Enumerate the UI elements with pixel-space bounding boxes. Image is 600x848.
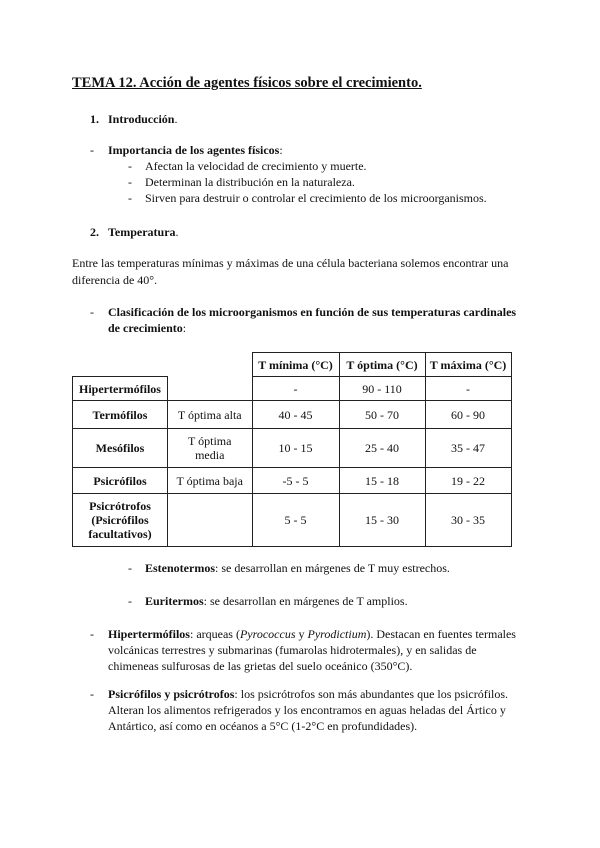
bullet-dash: -	[128, 191, 132, 205]
paragraph-line: chimeneas sulfurosas de las grietas del suelo oceánico (350°C).	[108, 659, 413, 673]
cell-min: -5 - 5	[252, 468, 339, 494]
psicrofilos-item: Psicrófilos y psicrótrofos: los psicrótrofos son más abundantes que los psicrófilos.	[108, 687, 509, 701]
table-row	[73, 494, 512, 547]
bullet-dash: -	[128, 594, 132, 608]
bullet-dash: -	[128, 159, 132, 173]
bullet-dash: -	[90, 143, 94, 157]
table-header-row	[73, 353, 512, 377]
row-name: Mesófilos	[73, 429, 168, 468]
estenotermos-item: Estenotermos: se desarrollan en márgenes de T muy estrechos.	[145, 561, 450, 575]
cell-min: 5 - 5	[252, 494, 339, 547]
list-item: Afectan la velocidad de crecimiento y muerte.	[145, 159, 367, 173]
hipertermofilos-item: Hipertermófilos: arqueas (Pyrococcus y Pyrodictium). Destacan en fuentes termales	[108, 627, 516, 641]
cell-min: -	[252, 377, 339, 401]
row-note: T óptima alta	[168, 401, 253, 429]
cell-max: 30 - 35	[425, 494, 511, 547]
row-note	[168, 377, 253, 401]
cell-opt: 15 - 30	[339, 494, 425, 547]
importancia-heading: Importancia de los agentes físicos:	[108, 143, 283, 157]
cell-opt: 25 - 40	[339, 429, 425, 468]
row-note: T óptima media	[168, 429, 253, 468]
paragraph-line: diferencia de 40°.	[72, 273, 158, 287]
paragraph-line: Entre las temperaturas mínimas y máximas de una célula bacteriana solemos encontrar una	[72, 256, 509, 270]
paragraph-line: Alteran los alimentos refrigerados y los encontramos en aguas heladas del Ártico y	[108, 703, 506, 717]
cell-opt: 15 - 18	[339, 468, 425, 494]
temperature-table	[72, 352, 512, 547]
section-number: 1.	[90, 112, 99, 126]
list-item: Sirven para destruir o controlar el crecimiento de los microorganismos.	[145, 191, 487, 205]
clasificacion-heading: Clasificación de los microorganismos en función de sus temperaturas cardinales	[108, 305, 517, 319]
bullet-dash: -	[90, 687, 94, 701]
row-name: Psicrófilos	[73, 468, 168, 494]
section-heading-introduccion: Introducción.	[108, 112, 178, 126]
row-note: T óptima baja	[168, 468, 253, 494]
row-name: Psicrótrofos (Psicrófilos facultativos)	[73, 494, 168, 547]
cell-max: -	[425, 377, 511, 401]
bullet-dash: -	[128, 561, 132, 575]
section-heading-temperatura: Temperatura.	[108, 225, 179, 239]
document-title: TEMA 12. Acción de agentes físicos sobre el crecimiento.	[72, 75, 422, 91]
bullet-dash: -	[128, 175, 132, 189]
list-item: Determinan la distribución en la naturaleza.	[145, 175, 355, 189]
cell-opt: 90 - 110	[339, 377, 425, 401]
header-tmin: T mínima (°C)	[252, 353, 339, 377]
cell-opt: 50 - 70	[339, 401, 425, 429]
paragraph-line: volcánicas terrestres y submarinas (fumarolas hidrotermales), y en salidas de	[108, 643, 477, 657]
table-row	[73, 429, 512, 468]
header-topt: T óptima (°C)	[339, 353, 425, 377]
bullet-dash: -	[90, 305, 94, 319]
cell-max: 35 - 47	[425, 429, 511, 468]
table-row	[73, 468, 512, 494]
header-tmax: T máxima (°C)	[425, 353, 511, 377]
table-row	[73, 377, 512, 401]
cell-min: 10 - 15	[252, 429, 339, 468]
row-note	[168, 494, 253, 547]
cell-max: 19 - 22	[425, 468, 511, 494]
bullet-dash: -	[90, 627, 94, 641]
section-number: 2.	[90, 225, 99, 239]
clasificacion-heading-cont: de crecimiento:	[108, 321, 187, 335]
cell-min: 40 - 45	[252, 401, 339, 429]
euritermos-item: Euritermos: se desarrollan en márgenes de T amplios.	[145, 594, 408, 608]
row-name: Termófilos	[73, 401, 168, 429]
paragraph-line: Antártico, así como en océanos a 5°C (1-2°C en profundidades).	[108, 719, 418, 733]
cell-max: 60 - 90	[425, 401, 511, 429]
table-row	[73, 401, 512, 429]
row-name: Hipertermófilos	[73, 377, 168, 401]
